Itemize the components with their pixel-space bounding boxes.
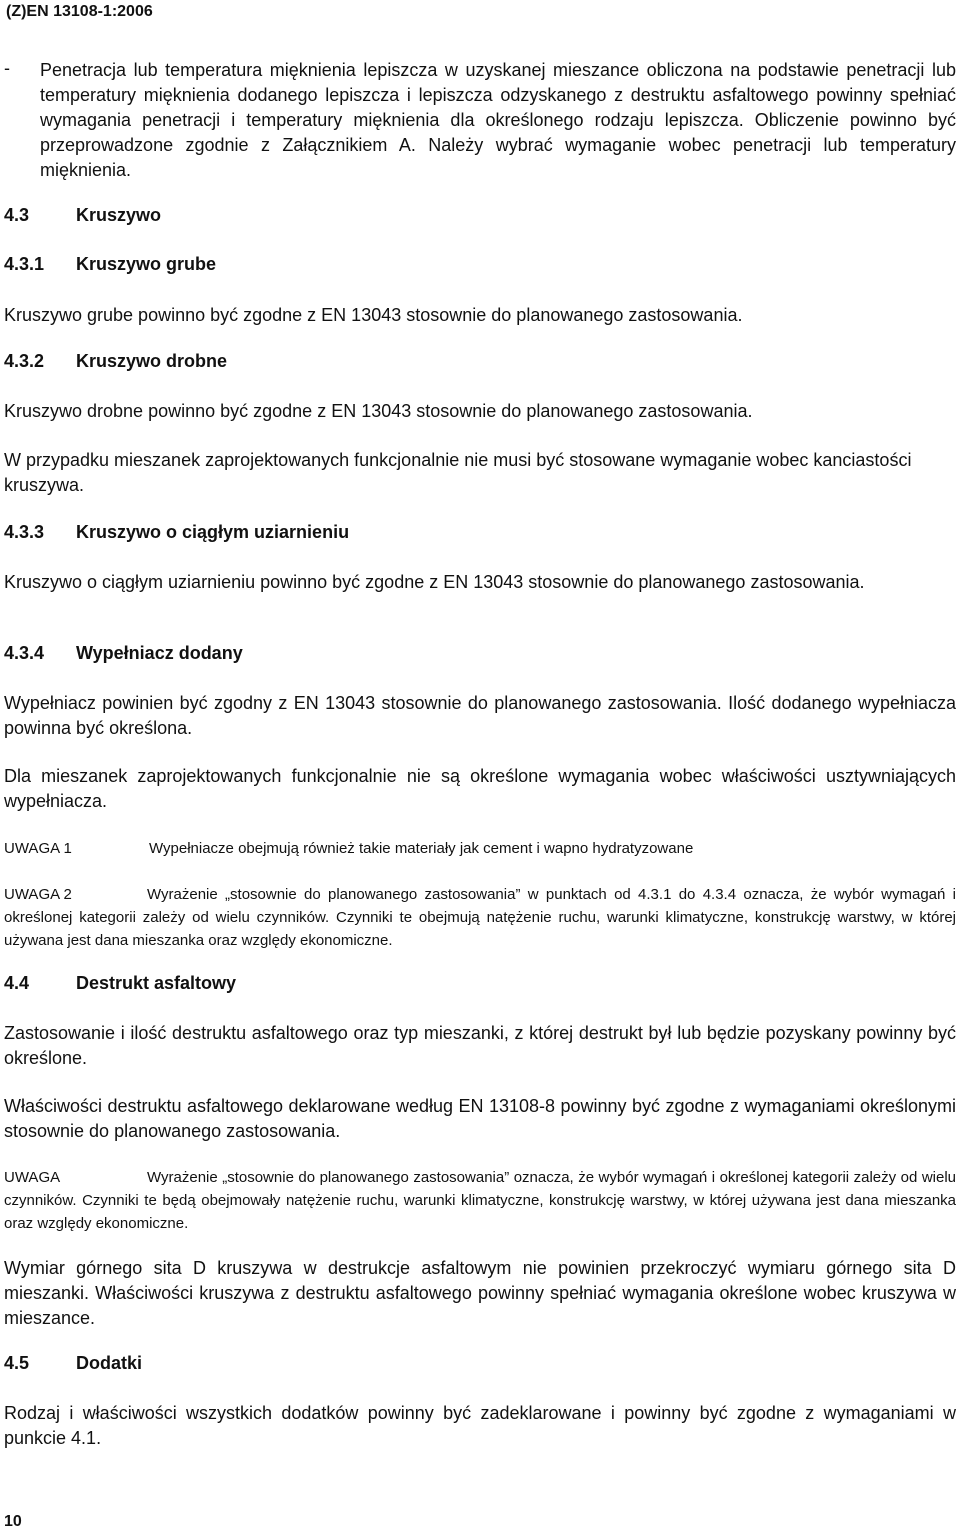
section-heading-4-3-2 [4, 351, 227, 372]
section-title: Kruszywo grube [76, 254, 217, 274]
note [4, 883, 956, 952]
note-text: Wyrażenie „stosownie do planowanego zastosowania” oznacza, że wybór wymagań i określonej kategorii zależy od wielu czynników. Czynniki te będą obejmowały natężenie ruchu, warunki klimatyczne, konstrukcję warstwy, w której używana jest dana mieszanka oraz względy ekonomiczne. [4, 1169, 956, 1232]
section-heading-4-3-4 [4, 643, 243, 664]
note-label: UWAGA [4, 1169, 61, 1186]
section-heading-4-3-1 [4, 254, 216, 275]
note-text: Wyrażenie „stosownie do planowanego zastosowania” w punktach od 4.3.1 do 4.3.4 oznacza, że wybór wymagań i określonej kategorii zależy od wielu czynników. Czynniki te obejmują natężenie ruchu, warunki klimatyczne, konstrukcję warstwy, w której używana jest dana mieszanka oraz względy ekonomiczne. [4, 886, 956, 949]
note [4, 1166, 956, 1235]
paragraph: W przypadku mieszanek zaprojektowanych funkcjonalnie nie musi być stosowane wymaganie wobec kanciastości kruszywa. [4, 450, 912, 495]
paragraph: Rodzaj i właściwości wszystkich dodatków powinny być zadeklarowane i powinny być zgodne z wymaganiami w punkcie 4.1. [4, 1403, 956, 1448]
section-number: 4.3.1 [4, 254, 45, 274]
section-number: 4.5 [4, 1353, 30, 1373]
note [4, 837, 956, 860]
section-number: 4.3.3 [4, 522, 45, 542]
paragraph: Kruszywo drobne powinno być zgodne z EN 13043 stosownie do planowanego zastosowania. [4, 401, 753, 421]
section-heading-4-3-3 [4, 522, 349, 543]
paragraph: Właściwości destruktu asfaltowego deklarowane według EN 13108-8 powinny być zgodne z wymaganiami określonymi stosownie do planowanego zastosowania. [4, 1096, 956, 1141]
paragraph: Dla mieszanek zaprojektowanych funkcjonalnie nie są określone wymagania wobec właściwości usztywniających wypełniacza. [4, 766, 956, 811]
paragraph: Zastosowanie i ilość destruktu asfaltowego oraz typ mieszanki, z której destrukt był lub będzie pozyskany powinny być określone. [4, 1023, 956, 1068]
section-number: 4.4 [4, 973, 30, 993]
section-number: 4.3 [4, 205, 30, 225]
page-number: 10 [4, 1513, 22, 1530]
note-text: Wypełniacze obejmują również takie materiały jak cement i wapno hydratyzowane [149, 840, 694, 857]
list-dash: - [4, 58, 10, 78]
note-label: UWAGA 2 [4, 886, 72, 903]
paragraph: Kruszywo grube powinno być zgodne z EN 13043 stosownie do planowanego zastosowania. [4, 305, 743, 325]
section-title: Wypełniacz dodany [76, 643, 243, 663]
paragraph: Wypełniacz powinien być zgodny z EN 13043 stosownie do planowanego zastosowania. Ilość dodanego wypełniacza powinna być określona. [4, 693, 956, 738]
paragraph: Wymiar górnego sita D kruszywa w destrukcje asfaltowym nie powinien przekroczyć wymiaru górnego sita D mieszanki. Właściwości kruszywa z destruktu asfaltowego powinny spełniać wymagania określone wobec kruszywa w mieszance. [4, 1258, 956, 1328]
section-heading-4-3 [4, 205, 161, 226]
paragraph: Kruszywo o ciągłym uziarnieniu powinno być zgodne z EN 13043 stosownie do planowanego zastosowania. [4, 572, 865, 592]
section-title: Dodatki [76, 1353, 143, 1373]
section-number: 4.3.2 [4, 351, 45, 371]
section-number: 4.3.4 [4, 643, 45, 663]
section-title: Kruszywo o ciągłym uziarnieniu [76, 522, 350, 542]
section-heading-4-5 [4, 1353, 142, 1374]
document-header: (Z)EN 13108-1:2006 [6, 3, 153, 20]
section-heading-4-4 [4, 973, 236, 994]
section-title: Kruszywo drobne [76, 351, 228, 371]
section-title: Destrukt asfaltowy [76, 973, 237, 993]
note-label: UWAGA 1 [4, 840, 72, 857]
dash-item-text: Penetracja lub temperatura mięknienia lepiszcza w uzyskanej mieszance obliczona na podstawie penetracji lub temperatury mięknienia dodanego lepiszcza i lepiszcza odzyskanego z destruktu asfaltowego powinny spełniać wymagania penetracji i temperatury mięknienia dla określonego rodzaju lepiszcza. Obliczenie powinno być przeprowadzone zgodnie z Załącznikiem A. Należy wybrać wymaganie wobec penetracji lub temperatury mięknienia. [40, 60, 956, 180]
section-title: Kruszywo [76, 205, 162, 225]
